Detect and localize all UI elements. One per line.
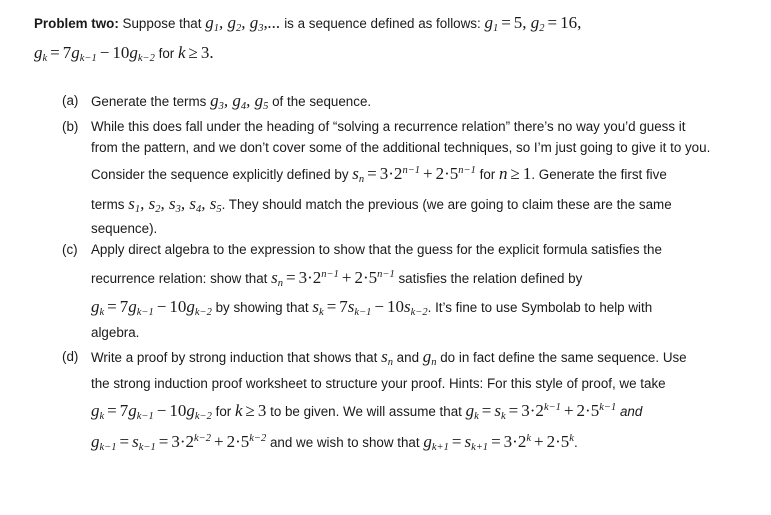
intro-text-1: Suppose that bbox=[122, 16, 202, 31]
math-recurrence-g-d: $g_k = 7g_{k-1} - 10g_{k-2}$ bbox=[91, 401, 212, 422]
math-n-condition: n ≥ 1 bbox=[499, 164, 532, 183]
math-sequence-terms: $g_1$, $g_2$, $g_3$,... bbox=[205, 13, 281, 34]
part-c-text-2a: recurrence relation: show that bbox=[91, 271, 268, 286]
math-g3-g4-g5: $g_3$, $g_4$, $g_5$ bbox=[210, 91, 269, 112]
part-c-text-3a: by showing that bbox=[215, 300, 309, 315]
part-d-text-4b: . bbox=[573, 435, 578, 450]
part-c-text-2b: satisfies the relation defined by bbox=[398, 271, 583, 286]
part-a-label: (a) bbox=[62, 93, 79, 108]
part-d-text-1c: do in fact define the same sequence. Use bbox=[440, 350, 687, 365]
part-c-line-4 bbox=[91, 323, 139, 343]
part-b-text-3a: Consider the sequence explicitly defined by bbox=[91, 167, 349, 182]
part-d-text-1a: Write a proof by strong induction that shows that bbox=[91, 350, 378, 365]
problem-statement-line-1 bbox=[34, 13, 581, 34]
part-b-text-4b: . They should match the previous (we are going to claim these are the same bbox=[221, 197, 672, 212]
part-c-text-1: Apply direct algebra to the expression to show that the guess for the explicit formula satisfies the bbox=[91, 242, 662, 257]
part-d-line-4 bbox=[91, 432, 578, 453]
part-b-text-3b: for bbox=[479, 167, 496, 182]
math-inductive-hypothesis: $g_k = s_k = 3\cdot 2^{k-1} + 2\cdot 5^{k-1}$ bbox=[465, 401, 617, 422]
part-d-line-2 bbox=[91, 374, 666, 394]
part-d-line-3 bbox=[91, 401, 642, 422]
math-recurrence-g-c: $g_k = 7g_{k-1} - 10g_{k-2}$ bbox=[91, 297, 212, 318]
problem-heading: Problem two: bbox=[34, 16, 119, 31]
part-c-line-2 bbox=[91, 268, 582, 289]
intro-text-3: for bbox=[158, 46, 175, 61]
part-b-label: (b) bbox=[62, 119, 79, 134]
part-b-text-2: from the pattern, and we don’t cover some of the additional techniques, so I’m just going to give it to you. bbox=[91, 140, 711, 155]
math-goal-k-plus-1: $g_{k+1} = s_{k+1} = 3\cdot 2^k + 2\cdot 5^k$ bbox=[423, 432, 574, 453]
part-b-line-5 bbox=[91, 219, 157, 239]
part-a-text-1: Generate the terms bbox=[91, 94, 207, 109]
math-explicit-formula-c: $s_n = 3\cdot 2^{n-1} + 2\cdot 5^{n-1}$ bbox=[271, 268, 395, 289]
part-b-text-4a: terms bbox=[91, 197, 125, 212]
math-initial-values: $g_1 = 5$, $g_2 = 16$, bbox=[484, 13, 582, 34]
math-sn: $s_n$ bbox=[381, 347, 393, 368]
math-gn: $g_n$ bbox=[422, 347, 437, 368]
part-b-text-1: While this does fall under the heading of “solving a recurrence relation” there’s no way you’d guess it bbox=[91, 119, 686, 134]
part-c-line-3 bbox=[91, 297, 652, 318]
part-d-text-4a: and we wish to show that bbox=[269, 435, 420, 450]
part-b-line-3 bbox=[91, 164, 667, 185]
part-b-line-2 bbox=[91, 138, 710, 158]
math-k-condition: k ≥ 3. bbox=[177, 43, 214, 62]
part-b-text-3c: . Generate the first five bbox=[531, 167, 667, 182]
part-d-text-2: the strong induction proof worksheet to structure your proof. Hints: For this style of proof, we take bbox=[91, 376, 666, 391]
part-d-text-3b: to be given. We will assume that bbox=[270, 404, 462, 419]
part-b-text-5: sequence). bbox=[91, 221, 158, 236]
math-recurrence: $g_k = 7g_{k-1} - 10g_{k-2}$ bbox=[34, 43, 155, 64]
part-d-text-3a: for bbox=[215, 404, 232, 419]
part-c-label: (c) bbox=[62, 242, 78, 257]
math-explicit-formula: $s_n = 3\cdot 2^{n-1} + 2\cdot 5^{n-1}$ bbox=[352, 164, 476, 185]
math-hypothesis-k-minus-1: $g_{k-1} = s_{k-1} = 3\cdot 2^{k-2} + 2\cdot 5^{k-2}$ bbox=[91, 432, 267, 453]
part-d-label: (d) bbox=[62, 349, 79, 364]
part-c-text-4: algebra. bbox=[91, 325, 140, 340]
part-a-text-2: of the sequence. bbox=[272, 94, 372, 109]
math-k-condition-d: k ≥ 3 bbox=[234, 401, 267, 420]
intro-text-2: is a sequence defined as follows: bbox=[284, 16, 481, 31]
math-s1-to-s5: $s_1$, $s_2$, $s_3$, $s_4$, $s_5$ bbox=[128, 194, 222, 215]
part-d-text-3c: and bbox=[619, 404, 643, 419]
part-b-line-4 bbox=[91, 194, 672, 215]
math-recurrence-s: $s_k = 7s_{k-1} - 10s_{k-2}$ bbox=[312, 297, 428, 318]
part-d-text-1b: and bbox=[396, 350, 420, 365]
part-c-text-3b: . It’s fine to use Symbolab to help with bbox=[427, 300, 653, 315]
problem-statement-line-2 bbox=[34, 43, 214, 64]
